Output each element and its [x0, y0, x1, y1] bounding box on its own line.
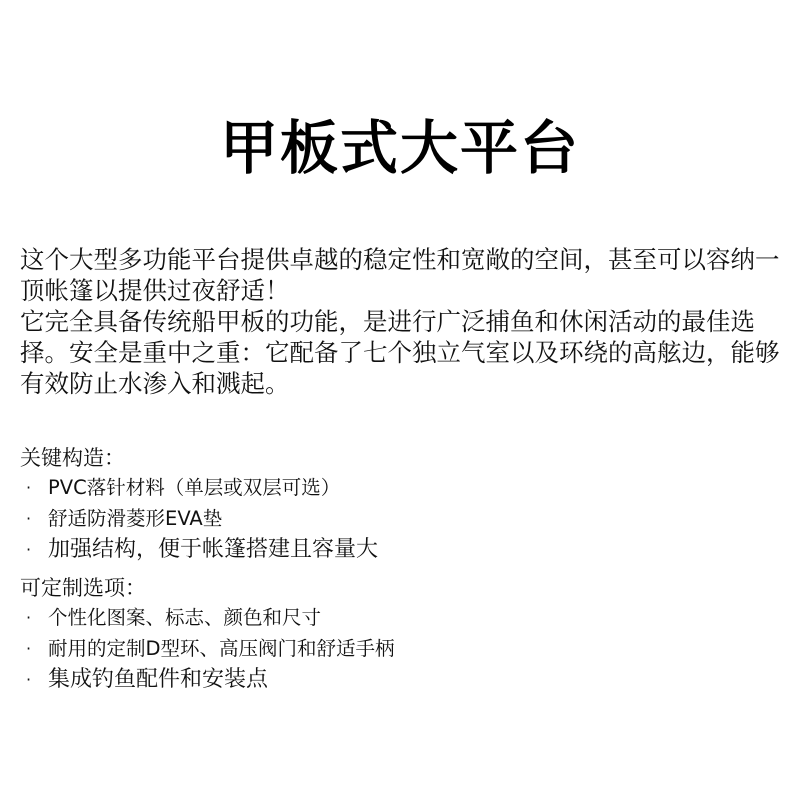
list-item [20, 503, 780, 534]
list-item-text: 个性化图案、标志、颜色和尺寸 [48, 606, 322, 629]
intro-text [20, 244, 790, 399]
bullet-icon: · [26, 509, 32, 528]
list-item-text: 集成钓鱼配件和安装点 [48, 667, 269, 692]
list-item-text: PVC落针材料（单层或双层可选） [48, 476, 341, 499]
intro-paragraph-2: 它完全具备传统船甲板的功能，是进行广泛捕鱼和休闲活动的最佳选择。安全是重中之重：它配备了七个独立气室以及环绕的高舷边，能够有效防止水渗入和溅起。 [20, 307, 780, 398]
list-item [20, 602, 780, 633]
bullet-icon: · [26, 608, 32, 627]
list-item [20, 472, 780, 503]
bullet-icon: · [26, 478, 32, 497]
list-item [20, 534, 780, 565]
customization-list [20, 602, 780, 695]
list-item-text: 耐用的定制D型环、高压阀门和舒适手柄 [48, 637, 395, 660]
list-item [20, 633, 780, 664]
key-construction-section [20, 444, 780, 565]
list-item [20, 664, 780, 695]
key-construction-heading: 关键构造： [20, 446, 125, 470]
bullet-icon: · [26, 639, 32, 658]
intro-paragraph-1: 这个大型多功能平台提供卓越的稳定性和宽敞的空间，甚至可以容纳一顶帐篷以提供过夜舒适！ [20, 245, 780, 305]
bullet-icon: · [26, 670, 32, 689]
customization-section [20, 574, 780, 695]
list-item-text: 舒适防滑菱形EVA垫 [48, 507, 223, 530]
list-item-text: 加强结构，便于帐篷搭建且容量大 [48, 537, 379, 562]
key-construction-list [20, 472, 780, 565]
customization-heading: 可定制选项： [20, 576, 146, 600]
bullet-icon: · [26, 540, 32, 559]
page-title: 甲板式大平台 [219, 114, 580, 182]
